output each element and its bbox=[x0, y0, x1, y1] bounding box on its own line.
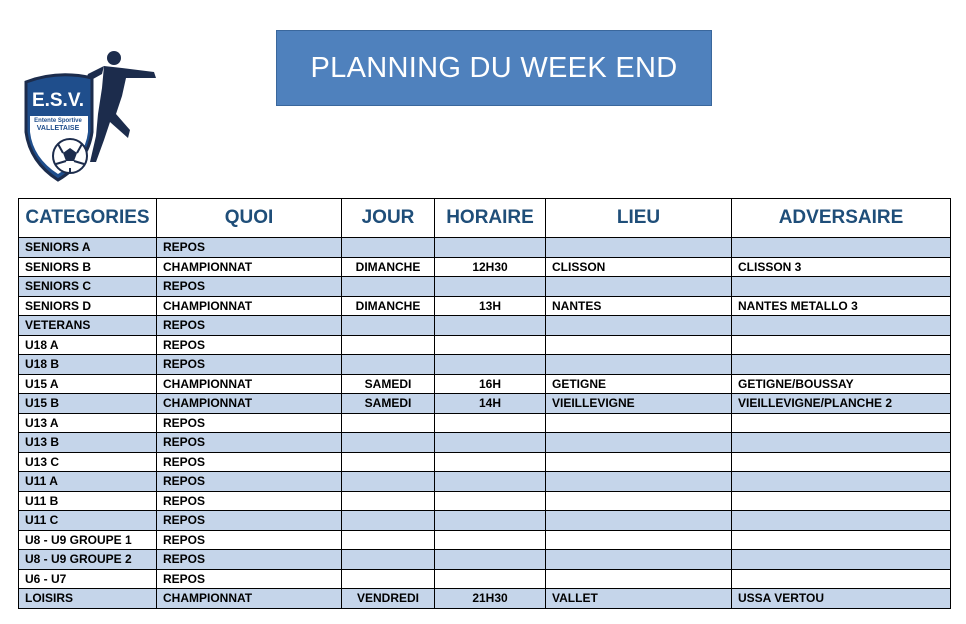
cell-adversaire: USSA VERTOU bbox=[732, 589, 951, 609]
cell-lieu bbox=[546, 355, 732, 375]
cell-horaire bbox=[435, 550, 546, 570]
cell-quoi: REPOS bbox=[157, 316, 342, 336]
cell-lieu: VALLET bbox=[546, 589, 732, 609]
cell-quoi: CHAMPIONNAT bbox=[157, 589, 342, 609]
table-row bbox=[19, 433, 951, 453]
cell-horaire: 14H bbox=[435, 394, 546, 414]
cell-adversaire bbox=[732, 335, 951, 355]
cell-jour bbox=[342, 316, 435, 336]
cell-adversaire bbox=[732, 530, 951, 550]
table-row bbox=[19, 413, 951, 433]
cell-jour bbox=[342, 335, 435, 355]
cell-category: U6 - U7 bbox=[19, 569, 157, 589]
cell-horaire bbox=[435, 472, 546, 492]
cell-lieu bbox=[546, 472, 732, 492]
cell-lieu bbox=[546, 511, 732, 531]
header-horaire: HORAIRE bbox=[435, 199, 546, 238]
table-row bbox=[19, 550, 951, 570]
cell-quoi: REPOS bbox=[157, 335, 342, 355]
cell-adversaire bbox=[732, 550, 951, 570]
header-lieu: LIEU bbox=[546, 199, 732, 238]
cell-quoi: CHAMPIONNAT bbox=[157, 296, 342, 316]
cell-jour bbox=[342, 355, 435, 375]
cell-jour bbox=[342, 550, 435, 570]
cell-adversaire bbox=[732, 355, 951, 375]
cell-quoi: REPOS bbox=[157, 413, 342, 433]
planning-table bbox=[18, 198, 951, 609]
cell-lieu bbox=[546, 277, 732, 297]
header-categories: CATEGORIES bbox=[19, 199, 157, 238]
header-quoi: QUOI bbox=[157, 199, 342, 238]
title-banner bbox=[276, 30, 712, 106]
cell-horaire bbox=[435, 452, 546, 472]
cell-adversaire: GETIGNE/BOUSSAY bbox=[732, 374, 951, 394]
table-row bbox=[19, 530, 951, 550]
cell-quoi: REPOS bbox=[157, 238, 342, 258]
header-jour: JOUR bbox=[342, 199, 435, 238]
cell-horaire bbox=[435, 530, 546, 550]
cell-category: U8 - U9 GROUPE 1 bbox=[19, 530, 157, 550]
cell-quoi: REPOS bbox=[157, 550, 342, 570]
cell-horaire bbox=[435, 433, 546, 453]
logo-line2: VALLETAISE bbox=[36, 125, 80, 132]
table-row bbox=[19, 589, 951, 609]
cell-horaire bbox=[435, 569, 546, 589]
table-row bbox=[19, 452, 951, 472]
logo-initials: E.S.V. bbox=[31, 90, 85, 111]
cell-jour bbox=[342, 238, 435, 258]
football-icon bbox=[53, 139, 87, 173]
cell-adversaire: CLISSON 3 bbox=[732, 257, 951, 277]
cell-adversaire bbox=[732, 238, 951, 258]
cell-category: VETERANS bbox=[19, 316, 157, 336]
cell-quoi: CHAMPIONNAT bbox=[157, 374, 342, 394]
player-icon bbox=[84, 51, 156, 162]
cell-jour bbox=[342, 452, 435, 472]
cell-lieu bbox=[546, 433, 732, 453]
cell-lieu: VIEILLEVIGNE bbox=[546, 394, 732, 414]
cell-category: SENIORS A bbox=[19, 238, 157, 258]
cell-lieu bbox=[546, 413, 732, 433]
cell-adversaire bbox=[732, 277, 951, 297]
cell-adversaire bbox=[732, 511, 951, 531]
cell-jour bbox=[342, 433, 435, 453]
cell-horaire bbox=[435, 316, 546, 336]
cell-quoi: CHAMPIONNAT bbox=[157, 257, 342, 277]
cell-adversaire bbox=[732, 569, 951, 589]
cell-horaire: 21H30 bbox=[435, 589, 546, 609]
cell-category: U13 A bbox=[19, 413, 157, 433]
cell-jour: SAMEDI bbox=[342, 394, 435, 414]
club-logo bbox=[18, 44, 168, 188]
cell-horaire bbox=[435, 413, 546, 433]
cell-jour bbox=[342, 472, 435, 492]
cell-lieu: GETIGNE bbox=[546, 374, 732, 394]
cell-category: U13 B bbox=[19, 433, 157, 453]
cell-lieu bbox=[546, 238, 732, 258]
table-row bbox=[19, 374, 951, 394]
cell-horaire bbox=[435, 238, 546, 258]
cell-quoi: CHAMPIONNAT bbox=[157, 394, 342, 414]
cell-adversaire: VIEILLEVIGNE/PLANCHE 2 bbox=[732, 394, 951, 414]
cell-quoi: REPOS bbox=[157, 433, 342, 453]
cell-lieu bbox=[546, 530, 732, 550]
cell-category: U15 A bbox=[19, 374, 157, 394]
cell-category: SENIORS C bbox=[19, 277, 157, 297]
cell-horaire bbox=[435, 491, 546, 511]
cell-category: U18 B bbox=[19, 355, 157, 375]
cell-jour: DIMANCHE bbox=[342, 296, 435, 316]
cell-category: U15 B bbox=[19, 394, 157, 414]
table-row bbox=[19, 257, 951, 277]
table-row bbox=[19, 472, 951, 492]
cell-horaire: 12H30 bbox=[435, 257, 546, 277]
table-row bbox=[19, 394, 951, 414]
cell-adversaire bbox=[732, 472, 951, 492]
cell-quoi: REPOS bbox=[157, 569, 342, 589]
cell-category: U11 B bbox=[19, 491, 157, 511]
cell-quoi: REPOS bbox=[157, 530, 342, 550]
cell-lieu bbox=[546, 550, 732, 570]
cell-adversaire bbox=[732, 452, 951, 472]
cell-lieu bbox=[546, 452, 732, 472]
table-row bbox=[19, 316, 951, 336]
cell-lieu bbox=[546, 335, 732, 355]
cell-adversaire: NANTES METALLO 3 bbox=[732, 296, 951, 316]
cell-lieu: CLISSON bbox=[546, 257, 732, 277]
cell-category: U8 - U9 GROUPE 2 bbox=[19, 550, 157, 570]
table-row bbox=[19, 238, 951, 258]
table-row bbox=[19, 569, 951, 589]
cell-horaire bbox=[435, 511, 546, 531]
cell-quoi: REPOS bbox=[157, 472, 342, 492]
table-header-row bbox=[19, 199, 951, 238]
cell-quoi: REPOS bbox=[157, 452, 342, 472]
cell-jour: VENDREDI bbox=[342, 589, 435, 609]
cell-adversaire bbox=[732, 413, 951, 433]
cell-jour bbox=[342, 511, 435, 531]
table-row bbox=[19, 491, 951, 511]
table-row bbox=[19, 355, 951, 375]
logo-line1: Entente Sportive bbox=[34, 118, 82, 124]
cell-jour bbox=[342, 413, 435, 433]
cell-horaire bbox=[435, 355, 546, 375]
cell-jour: DIMANCHE bbox=[342, 257, 435, 277]
cell-adversaire bbox=[732, 433, 951, 453]
table-row bbox=[19, 511, 951, 531]
table-row bbox=[19, 296, 951, 316]
page-title: PLANNING DU WEEK END bbox=[310, 51, 678, 84]
cell-category: SENIORS B bbox=[19, 257, 157, 277]
header-adversaire: ADVERSAIRE bbox=[732, 199, 951, 238]
cell-lieu: NANTES bbox=[546, 296, 732, 316]
table-row bbox=[19, 277, 951, 297]
cell-jour: SAMEDI bbox=[342, 374, 435, 394]
table-row bbox=[19, 335, 951, 355]
cell-adversaire bbox=[732, 316, 951, 336]
cell-quoi: REPOS bbox=[157, 355, 342, 375]
cell-category: LOISIRS bbox=[19, 589, 157, 609]
cell-jour bbox=[342, 277, 435, 297]
cell-quoi: REPOS bbox=[157, 511, 342, 531]
cell-lieu bbox=[546, 491, 732, 511]
cell-lieu bbox=[546, 569, 732, 589]
cell-lieu bbox=[546, 316, 732, 336]
cell-category: SENIORS D bbox=[19, 296, 157, 316]
cell-jour bbox=[342, 569, 435, 589]
cell-jour bbox=[342, 530, 435, 550]
cell-quoi: REPOS bbox=[157, 277, 342, 297]
cell-adversaire bbox=[732, 491, 951, 511]
cell-horaire bbox=[435, 277, 546, 297]
cell-jour bbox=[342, 491, 435, 511]
cell-category: U18 A bbox=[19, 335, 157, 355]
cell-horaire bbox=[435, 335, 546, 355]
cell-category: U11 C bbox=[19, 511, 157, 531]
cell-quoi: REPOS bbox=[157, 491, 342, 511]
cell-category: U11 A bbox=[19, 472, 157, 492]
cell-horaire: 16H bbox=[435, 374, 546, 394]
cell-category: U13 C bbox=[19, 452, 157, 472]
cell-horaire: 13H bbox=[435, 296, 546, 316]
